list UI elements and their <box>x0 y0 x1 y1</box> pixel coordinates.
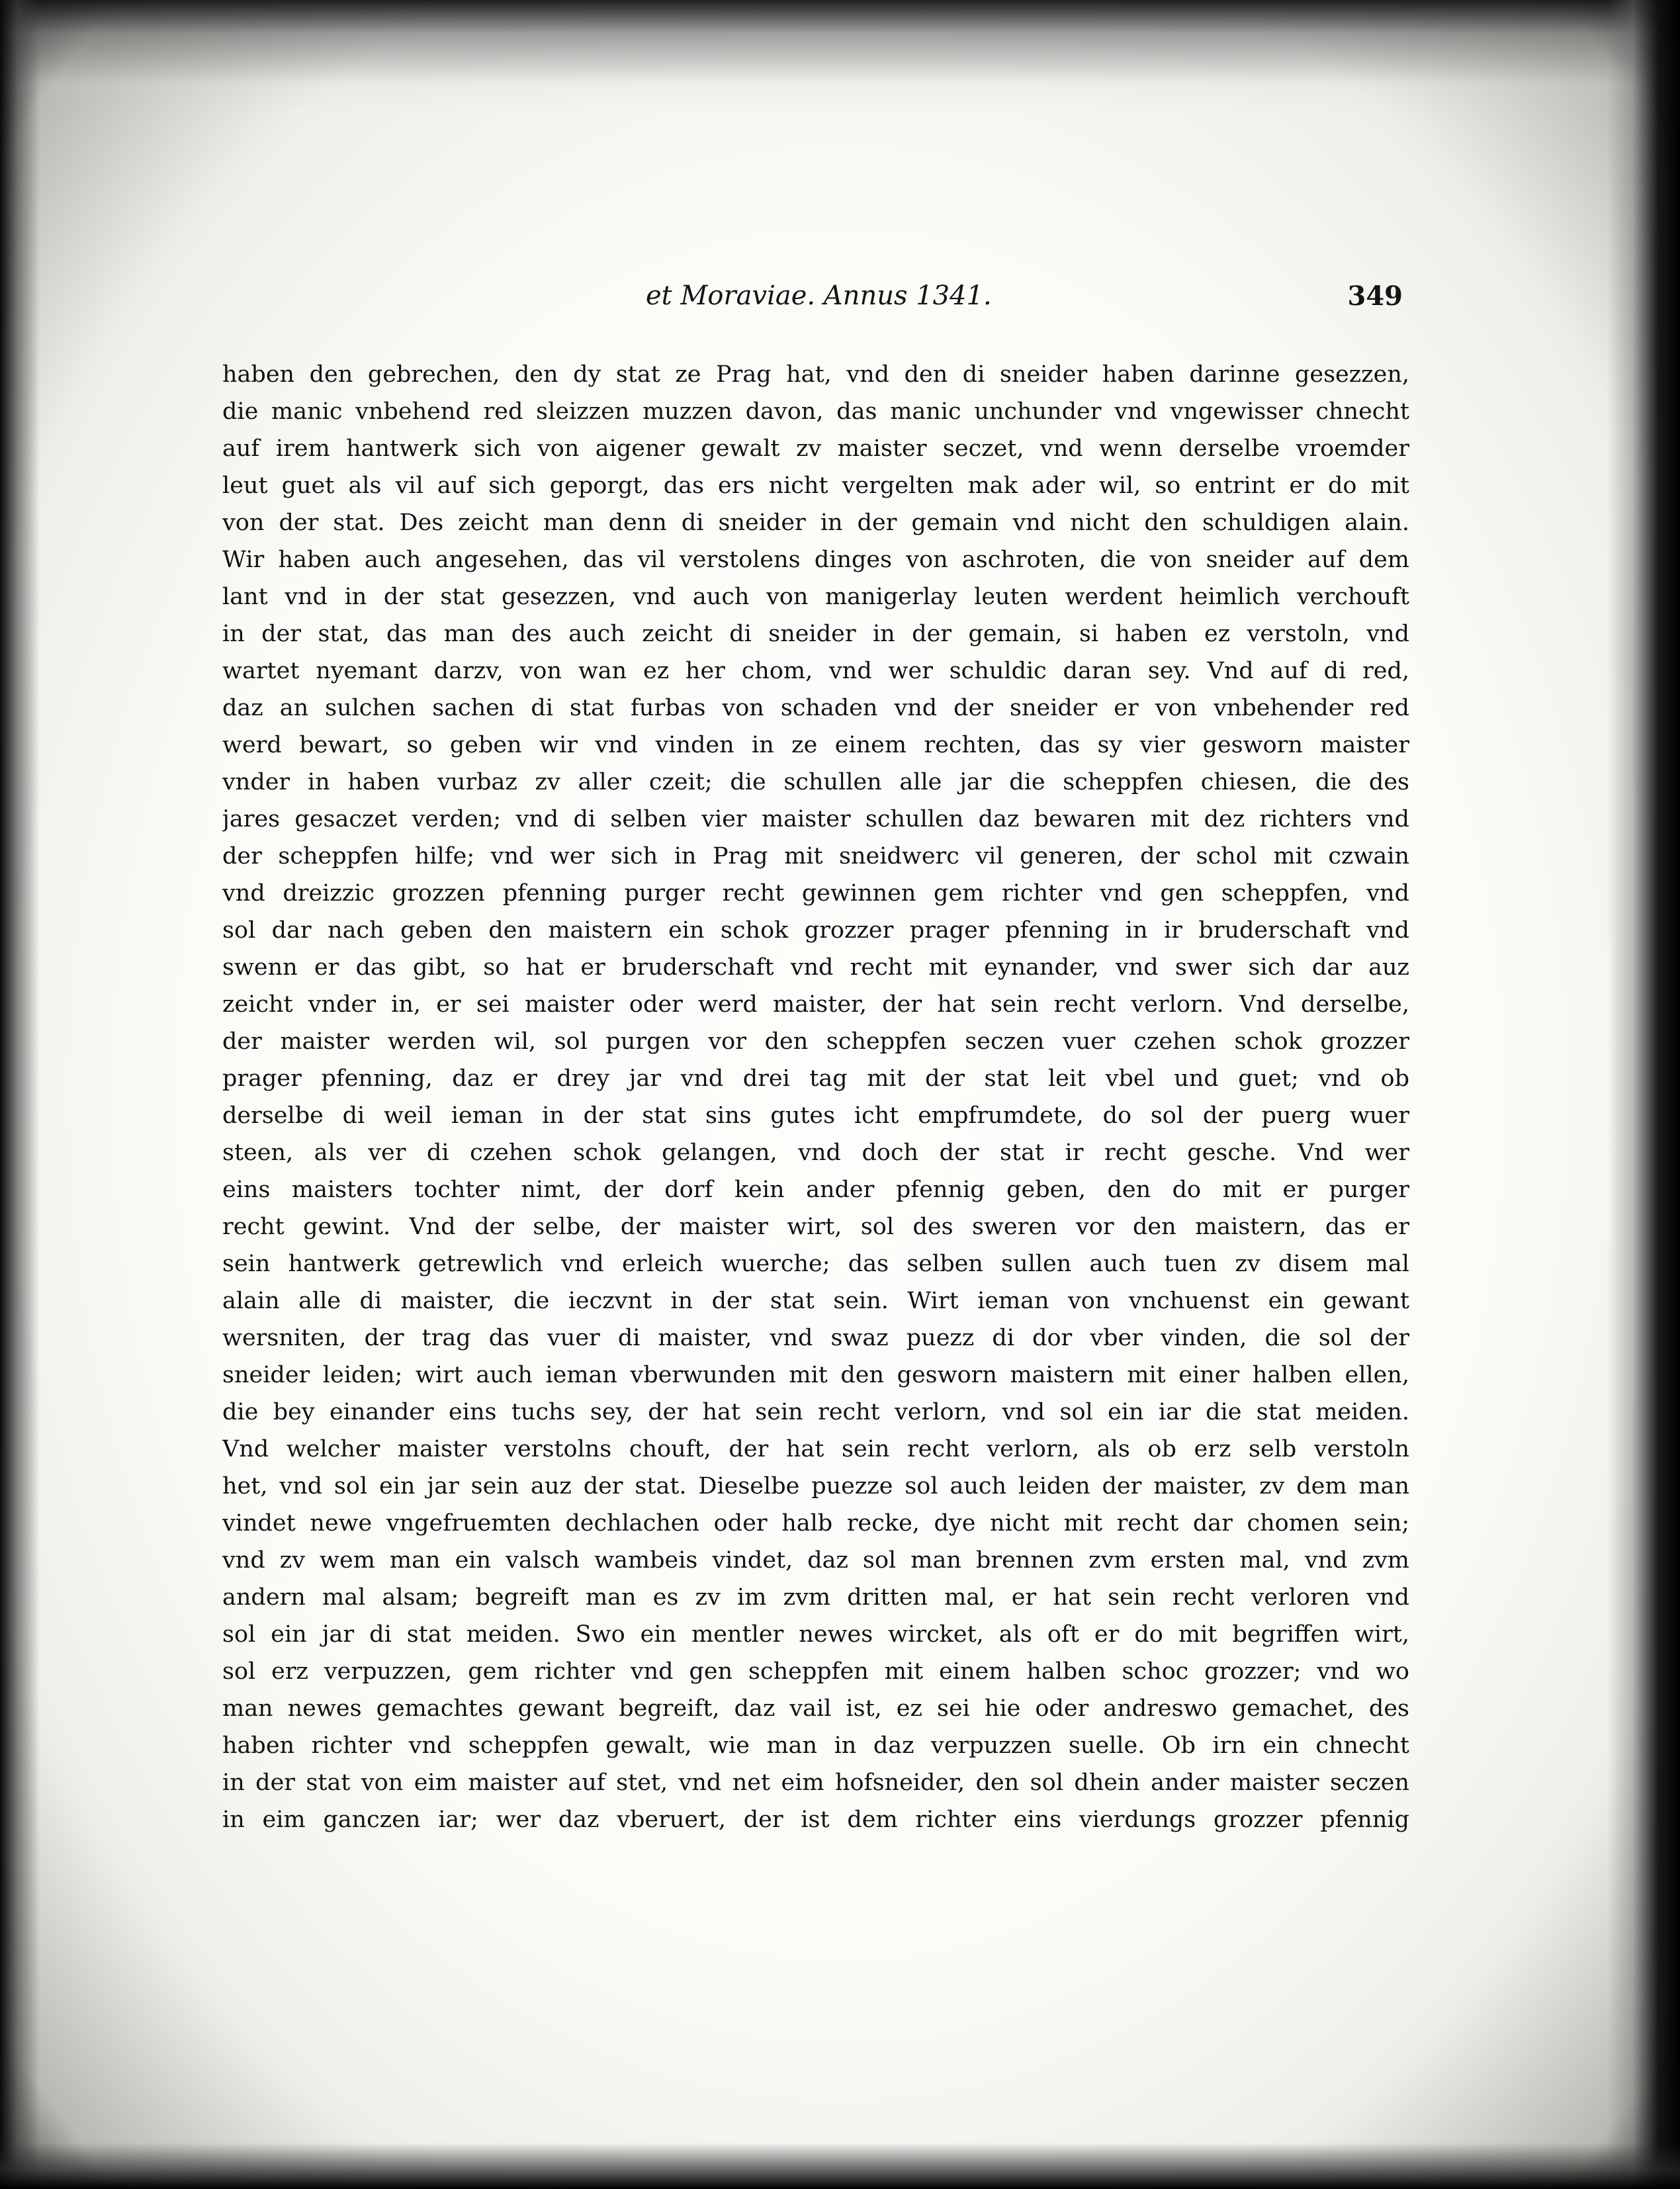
text-line: haben richter vnd scheppfen gewalt, wie man in daz verpuzzen suelle. Ob irn ein chnecht <box>222 1732 1409 1759</box>
text-line: leut guet als vil auf sich geporgt, das ers nicht vergelten mak ader wil, so entrint er do mit <box>222 472 1409 499</box>
text-line: in eim ganczen iar; wer daz vberuert, der ist dem richter eins vierdungs grozzer pfennig <box>222 1807 1409 1833</box>
text-line: alain alle di maister, die ieczvnt in der stat sein. Wirt ieman von vnchuenst ein gewant <box>222 1288 1409 1314</box>
text-line: sol erz verpuzzen, gem richter vnd gen scheppfen mit einem halben schoc grozzer; vnd wo <box>222 1658 1409 1685</box>
text-line: sol ein jar di stat meiden. Swo ein mentler newes wircket, als oft er do mit begriffen wirt, <box>222 1621 1409 1648</box>
text-line: haben den gebrechen, den dy stat ze Prag hat, vnd den di sneider haben darinne gesezzen, <box>222 361 1409 388</box>
text-line: zeicht vnder in, er sei maister oder werd maister, der hat sein recht verlorn. Vnd derselbe, <box>222 991 1409 1018</box>
text-line: jares gesaczet verden; vnd di selben vier maister schullen daz bewaren mit dez richters vnd <box>222 806 1409 832</box>
text-line: die manic vnbehend red sleizzen muzzen davon, das manic unchunder vnd vngewisser chnecht <box>222 398 1409 425</box>
text-line: auf irem hantwerk sich von aigener gewalt zv maister seczet, vnd wenn derselbe vroemder <box>222 435 1409 462</box>
text-line: in der stat von eim maister auf stet, vnd net eim hofsneider, den sol dhein ander maister seczen <box>222 1769 1409 1796</box>
text-line: man newes gemachtes gewant begreift, daz vail ist, ez sei hie oder andreswo gemachet, des <box>222 1695 1409 1722</box>
scan-shadow-bottom <box>0 2143 1680 2189</box>
page-header <box>222 281 1409 320</box>
text-line: lant vnd in der stat gesezzen, vnd auch von manigerlay leuten werdent heimlich verchouft <box>222 584 1409 610</box>
text-line: der maister werden wil, sol purgen vor den scheppfen seczen vuer czehen schok grozzer <box>222 1028 1409 1055</box>
body-text <box>222 356 1409 1838</box>
text-line: wersniten, der trag das vuer di maister, vnd swaz puezz di dor vber vinden, die sol der <box>222 1325 1409 1351</box>
scan-shadow-left <box>0 0 40 2189</box>
text-line: prager pfenning, daz er drey jar vnd drei tag mit der stat leit vbel und guet; vnd ob <box>222 1065 1409 1092</box>
text-line: swenn er das gibt, so hat er bruderschaft vnd recht mit eynander, vnd swer sich dar auz <box>222 954 1409 981</box>
text-line: wartet nyemant darzv, von wan ez her chom, vnd wer schuldic daran sey. Vnd auf di red, <box>222 658 1409 684</box>
text-line: eins maisters tochter nimt, der dorf kein ander pfennig geben, den do mit er purger <box>222 1177 1409 1203</box>
text-line: sol dar nach geben den maistern ein schok grozzer prager pfenning in ir bruderschaft vnd <box>222 917 1409 944</box>
scan-shadow-right <box>1607 0 1680 2189</box>
text-line: andern mal alsam; begreift man es zv im zvm dritten mal, er hat sein recht verloren vnd <box>222 1584 1409 1611</box>
text-line: die bey einander eins tuchs sey, der hat sein recht verlorn, vnd sol ein iar die stat meiden. <box>222 1399 1409 1425</box>
text-line: vnder in haben vurbaz zv aller czeit; die schullen alle jar die scheppfen chiesen, die des <box>222 769 1409 795</box>
text-line: derselbe di weil ieman in der stat sins gutes icht empfrumdete, do sol der puerg wuer <box>222 1102 1409 1129</box>
text-line: vnd zv wem man ein valsch wambeis vindet, daz sol man brennen zvm ersten mal, vnd zvm <box>222 1547 1409 1574</box>
text-line: sein hantwerk getrewlich vnd erleich wuerche; das selben sullen auch tuen zv disem mal <box>222 1251 1409 1277</box>
text-line: steen, als ver di czehen schok gelangen, vnd doch der stat ir recht gesche. Vnd wer <box>222 1139 1409 1166</box>
text-line: recht gewint. Vnd der selbe, der maister wirt, sol des sweren vor den maistern, das er <box>222 1214 1409 1240</box>
text-line: daz an sulchen sachen di stat furbas von schaden vnd der sneider er von vnbehender red <box>222 695 1409 721</box>
text-line: Wir haben auch angesehen, das vil verstolens dinges von aschroten, die von sneider auf dem <box>222 547 1409 573</box>
text-line: vindet newe vngefruemten dechlachen oder halb recke, dye nicht mit recht dar chomen sein; <box>222 1510 1409 1537</box>
scan-shadow-top <box>0 0 1680 112</box>
text-line: Vnd welcher maister verstolns chouft, der hat sein recht verlorn, als ob erz selb verstoln <box>222 1436 1409 1462</box>
text-line: von der stat. Des zeicht man denn di sneider in der gemain vnd nicht den schuldigen alain. <box>222 510 1409 536</box>
running-title: et Moraviae. Annus 1341. <box>646 281 992 311</box>
text-line: het, vnd sol ein jar sein auz der stat. Dieselbe puezze sol auch leiden der maister, zv dem man <box>222 1473 1409 1499</box>
text-line: der scheppfen hilfe; vnd wer sich in Prag mit sneidwerc vil generen, der schol mit czwain <box>222 843 1409 870</box>
page-number: 349 <box>1347 281 1403 312</box>
text-line: werd bewart, so geben wir vnd vinden in ze einem rechten, das sy vier gesworn maister <box>222 732 1409 758</box>
text-line: sneider leiden; wirt auch ieman vberwunden mit den gesworn maistern mit einer halben ellen, <box>222 1362 1409 1388</box>
text-line: vnd dreizzic grozzen pfenning purger recht gewinnen gem richter vnd gen scheppfen, vnd <box>222 880 1409 907</box>
text-line: in der stat, das man des auch zeicht di sneider in der gemain, si haben ez verstoln, vnd <box>222 621 1409 647</box>
